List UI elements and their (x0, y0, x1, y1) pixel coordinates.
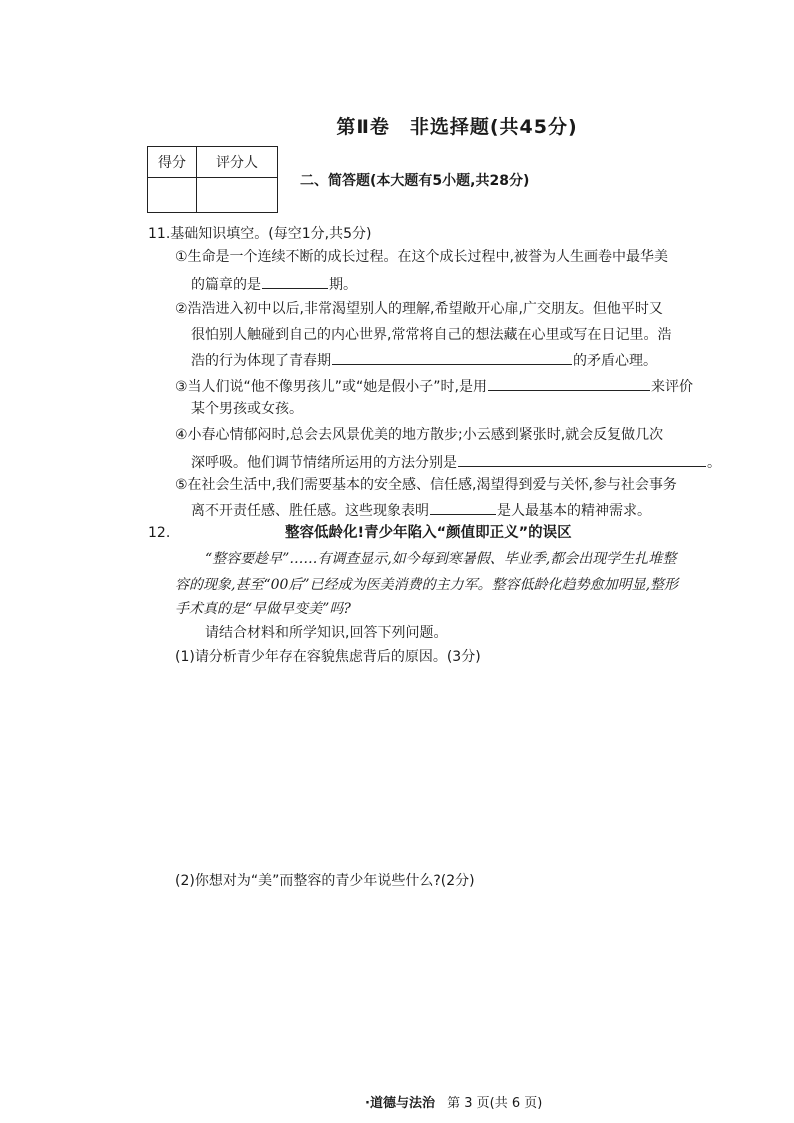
score-label: 得分 (148, 147, 197, 178)
part-title: 第Ⅱ卷 非选择题(共45分) (336, 116, 578, 138)
answer-blank-5[interactable] (430, 496, 496, 515)
answer-blank-1[interactable] (262, 270, 328, 289)
q12-material-title: 整容低龄化!青少年陷入“颜值即正义”的误区 (285, 525, 572, 541)
q11-item1-pre: 的篇章的是 (191, 277, 261, 293)
q11-number: 11. (148, 226, 171, 242)
q11-item5-pre: 离不开责任感、胜任感。这些现象表明 (191, 503, 429, 519)
q11-item5-line1: ⑤在社会生活中,我们需要基本的安全感、信任感,渴望得到爱与关怀,参与社会事务 (175, 477, 677, 493)
q11-item4-post: 。 (707, 455, 721, 471)
q11-stem: 基础知识填空。(每空1分,共5分) (170, 226, 372, 242)
q11-item2-pre: 浩的行为体现了青春期 (191, 353, 331, 369)
q12-sub1-answer-area[interactable] (175, 672, 775, 862)
q11-item3-pre: ③当人们说“他不像男孩儿”或“她是假小子”时,是用 (175, 379, 488, 395)
q11-item1-line2 (191, 270, 357, 298)
q11-item3-post: 来评价 (651, 379, 694, 395)
q11-item1-line1: ①生命是一个连续不断的成长过程。在这个成长过程中,被誉为人生画卷中最华美 (175, 249, 668, 265)
q11-item2-line3 (191, 346, 657, 374)
q12-prompt: 请结合材料和所学知识,回答下列问题。 (205, 625, 448, 641)
grader-cell[interactable] (197, 178, 278, 213)
q12-number: 12. (148, 525, 171, 541)
answer-blank-4[interactable] (458, 448, 706, 467)
q11-item2-line2: 很怕别人触碰到自己的内心世界,常常将自己的想法藏在心里或写在日记里。浩 (191, 327, 672, 343)
q11-item5-line2 (191, 496, 651, 524)
q11-item4-pre: 深呼吸。他们调节情绪所运用的方法分别是 (191, 455, 457, 471)
score-box (147, 146, 278, 213)
grader-label: 评分人 (197, 147, 278, 178)
page-footer (365, 1092, 542, 1111)
q11-item2-post: 的矛盾心理。 (573, 353, 657, 369)
q11-item4-line1: ④小春心情郁闷时,总会去风景优美的地方散步;小云感到紧张时,就会反复做几次 (175, 427, 664, 443)
footer-subject: ·道德与法治 (365, 1096, 435, 1111)
q12-material-line1: “整容要趁早”……有调查显示,如今每到寒暑假、毕业季,都会出现学生扎堆整 (205, 551, 677, 567)
footer-page-number: 第 3 页(共 6 页) (447, 1096, 543, 1111)
answer-blank-3[interactable] (488, 372, 650, 391)
q11-item5-post: 是人最基本的精神需求。 (497, 503, 651, 519)
q11-item1-post: 期。 (329, 277, 357, 293)
score-cell[interactable] (148, 178, 197, 213)
q12-material-line2: 容的现象,甚至“00后”已经成为医美消费的主力军。整容低龄化趋势愈加明显,整形 (175, 577, 679, 593)
q12-sub1: (1)请分析青少年存在容貌焦虑背后的原因。(3分) (175, 649, 481, 665)
q11-item3-line2: 某个男孩或女孩。 (191, 401, 303, 417)
q12-sub2: (2)你想对为“美”而整容的青少年说些什么?(2分) (175, 873, 475, 889)
q12-material-line3: 手术真的是“早做早变美”吗? (175, 601, 351, 617)
q11-item2-line1: ②浩浩进入初中以后,非常渴望别人的理解,希望敞开心扉,广交朋友。但他平时又 (175, 301, 663, 317)
answer-blank-2[interactable] (332, 346, 572, 365)
section-title: 二、简答题(本大题有5小题,共28分) (300, 173, 530, 189)
q12-sub2-answer-area[interactable] (175, 896, 775, 1076)
